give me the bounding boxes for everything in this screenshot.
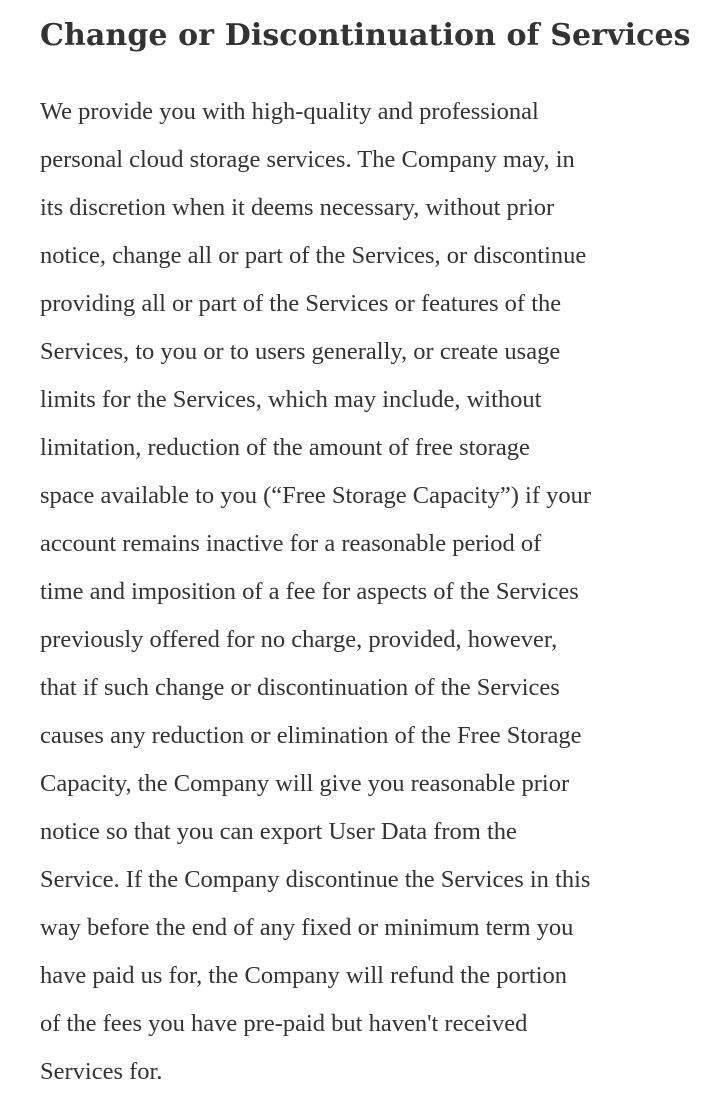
paragraph-line: its discretion when it deems necessary, without prior [40, 194, 555, 221]
paragraph-line: causes any reduction or elimination of the Free Storage [40, 722, 582, 749]
paragraph-line: Service. If the Company discontinue the Services in this [40, 866, 591, 893]
paragraph-line: We provide you with high-quality and professional [40, 98, 539, 125]
paragraph-line: limits for the Services, which may include, without [40, 386, 542, 413]
paragraph-line: Services for. [40, 1058, 163, 1085]
paragraph-line: account remains inactive for a reasonable period of [40, 530, 542, 557]
paragraph-line: notice so that you can export User Data from the [40, 818, 517, 845]
section-paragraph [40, 88, 700, 1096]
paragraph-line: time and imposition of a fee for aspects of the Services [40, 578, 579, 605]
paragraph-line: previously offered for no charge, provided, however, [40, 626, 558, 653]
paragraph-line: notice, change all or part of the Services, or discontinue [40, 242, 587, 269]
paragraph-line: personal cloud storage services. The Company may, in [40, 146, 575, 173]
paragraph-line: that if such change or discontinuation of the Services [40, 674, 560, 701]
paragraph-line: of the fees you have pre-paid but haven't received [40, 1010, 528, 1037]
paragraph-line: limitation, reduction of the amount of free storage [40, 434, 530, 461]
paragraph-line: way before the end of any fixed or minimum term you [40, 914, 574, 941]
section-heading: Change or Discontinuation of Services [40, 18, 691, 53]
paragraph-line: space available to you (“Free Storage Capacity”) if your [40, 482, 592, 509]
paragraph-line: have paid us for, the Company will refund the portion [40, 962, 568, 989]
paragraph-line: Services, to you or to users generally, or create usage [40, 338, 561, 365]
paragraph-line: Capacity, the Company will give you reasonable prior [40, 770, 570, 797]
paragraph-line: providing all or part of the Services or features of the [40, 290, 562, 317]
